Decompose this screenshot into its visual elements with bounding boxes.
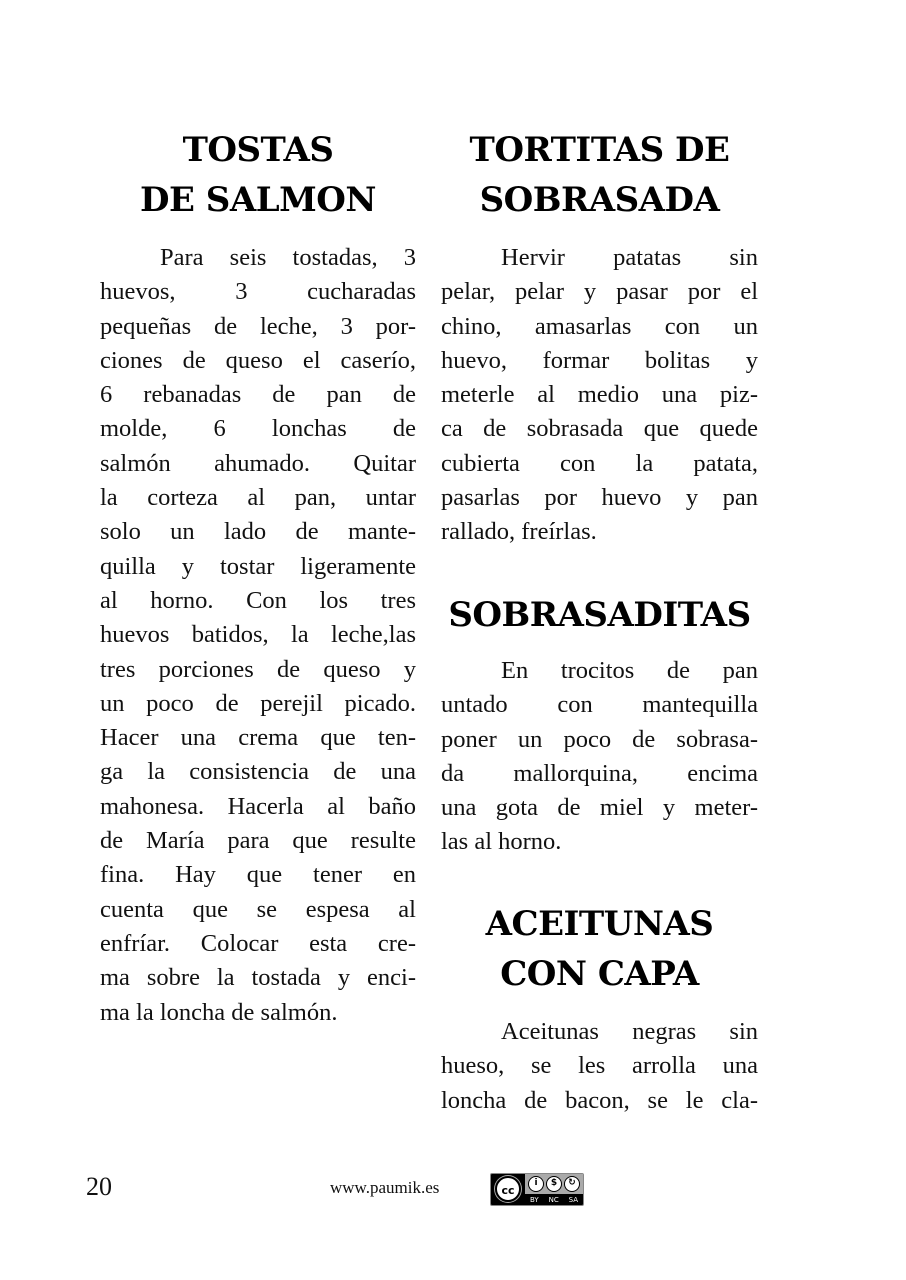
body-line: huevos batidos, la leche,las	[100, 621, 416, 649]
website-url: www.paumik.es	[330, 1178, 440, 1197]
body-line: quilla y tostar ligeramente	[100, 552, 416, 580]
body-line: chino, amasarlas con un	[441, 312, 758, 340]
body-line: una gota de miel y meter-	[441, 794, 758, 822]
body-line: al horno. Con los tres	[100, 586, 416, 614]
body-line: poner un poco de sobrasa-	[441, 725, 758, 753]
title-line: DE SALMON	[140, 180, 376, 220]
recipe-title-aceitunas-con-capa	[441, 899, 758, 999]
body-line: Aceitunas negras sin	[501, 1018, 758, 1045]
noncommercial-dollar-icon: $	[546, 1176, 562, 1192]
recipe-body-tostas-de-salmon	[100, 241, 416, 1030]
recipe-body-sobrasaditas	[441, 654, 758, 860]
body-line: las al horno.	[441, 828, 562, 856]
body-line: huevo, formar bolitas y	[441, 346, 758, 374]
body-line: cuenta que se espesa al	[100, 895, 416, 923]
recipe-title-tortitas-de-sobrasada	[441, 125, 758, 225]
body-line: untado con mantequilla	[441, 691, 758, 719]
body-line: tres porciones de queso y	[100, 655, 416, 683]
body-line: molde, 6 lonchas de	[100, 415, 416, 443]
cc-label-by: BY	[529, 1196, 539, 1204]
body-line: En trocitos de pan	[501, 657, 758, 684]
body-line: rallado, freírlas.	[441, 518, 597, 546]
title-line: SOBRASADITAS	[448, 595, 751, 635]
creative-commons-badge-icon	[490, 1173, 584, 1206]
title-line: TOSTAS	[182, 130, 334, 170]
title-line: SOBRASADA	[479, 180, 720, 220]
title-line: CON CAPA	[500, 954, 699, 994]
body-line: un poco de perejil picado.	[100, 689, 416, 717]
body-line: hueso, se les arrolla una	[441, 1052, 758, 1080]
body-line: Hacer una crema que ten-	[100, 724, 416, 752]
body-line: ma sobre la tostada y enci-	[100, 964, 416, 992]
body-line: fina. Hay que tener en	[100, 861, 416, 889]
body-line: salmón ahumado. Quitar	[100, 449, 416, 477]
body-line: solo un lado de mante-	[100, 518, 416, 546]
recipe-body-tortitas-de-sobrasada	[441, 241, 758, 550]
body-line: pelar, pelar y pasar por el	[441, 278, 758, 306]
body-line: cubierta con la patata,	[441, 449, 758, 477]
page-number: 20	[86, 1172, 112, 1201]
body-line: enfríar. Colocar esta cre-	[100, 929, 416, 957]
body-line: Para seis tostadas, 3	[160, 244, 416, 271]
recipe-title-tostas-de-salmon	[100, 125, 416, 225]
body-line: huevos, 3 cucharadas	[100, 278, 416, 306]
cc-logo-icon: cc	[495, 1176, 521, 1202]
cc-icons-strip	[525, 1174, 583, 1194]
body-line: pasarlas por huevo y pan	[441, 484, 758, 512]
body-line: ga la consistencia de una	[100, 758, 416, 786]
body-line: da mallorquina, encima	[441, 759, 758, 787]
attribution-person-icon: i	[528, 1176, 544, 1192]
sharealike-icon: ↻	[564, 1176, 580, 1192]
recipe-title-sobrasaditas	[441, 590, 758, 640]
body-line: pequeñas de leche, 3 por-	[100, 312, 416, 340]
recipe-body-aceitunas-con-capa	[441, 1015, 758, 1118]
title-line: TORTITAS DE	[469, 130, 730, 170]
body-line: ciones de queso el caserío,	[100, 346, 416, 374]
body-line: de María para que resulte	[100, 827, 416, 855]
body-line: Hervir patatas sin	[501, 244, 758, 271]
title-line: ACEITUNAS	[485, 904, 714, 944]
body-line: 6 rebanadas de pan de	[100, 381, 416, 409]
body-line: mahonesa. Hacerla al baño	[100, 792, 416, 820]
body-line: la corteza al pan, untar	[100, 484, 416, 512]
cc-label-nc: NC	[548, 1196, 559, 1204]
body-line: ca de sobrasada que quede	[441, 415, 758, 443]
body-line: meterle al medio una piz-	[441, 381, 758, 409]
cc-label-sa: SA	[568, 1196, 578, 1204]
body-line: ma la loncha de salmón.	[100, 998, 338, 1026]
cc-labels	[525, 1195, 583, 1205]
body-line: loncha de bacon, se le cla-	[441, 1086, 758, 1114]
